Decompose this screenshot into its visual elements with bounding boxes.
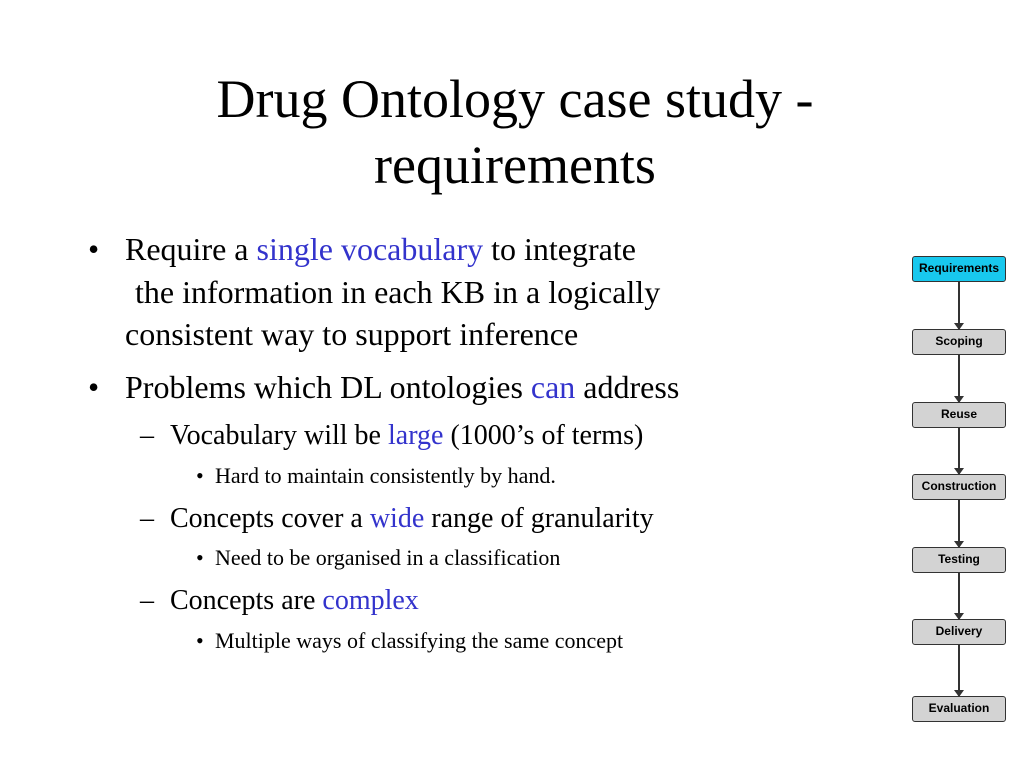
detail-bullet-marker: • — [196, 628, 204, 653]
detail-1: Hard to maintain consistently by hand. — [215, 463, 556, 488]
bullet-marker: • — [88, 369, 100, 405]
sub-2-text-post: range of granularity — [424, 503, 654, 534]
flow-step-evaluation: Evaluation — [912, 696, 1006, 722]
bullet-1-text-pre: Require a — [125, 231, 257, 267]
flow-step-construction: Construction — [912, 474, 1006, 500]
bullet-marker: • — [88, 231, 100, 267]
flow-arrow-icon — [958, 645, 960, 696]
sub-1-highlight: large — [387, 420, 444, 451]
flow-step-delivery: Delivery — [912, 619, 1006, 645]
detail-3: Multiple ways of classifying the same concept — [215, 628, 624, 653]
detail-bullet-marker: • — [196, 545, 204, 570]
flow-step-requirements: Requirements — [912, 256, 1006, 282]
sub-bullet-dash: – — [140, 503, 154, 534]
bullet-2-highlight: can — [530, 369, 576, 405]
bullet-2-text-post: address — [575, 369, 680, 405]
bullet-1-line-3: consistent way to support inference — [125, 316, 579, 352]
flow-arrow-icon — [958, 573, 960, 619]
flow-step-testing: Testing — [912, 547, 1006, 573]
sub-2-text-pre: Concepts cover a — [170, 503, 370, 534]
flow-arrow-icon — [958, 428, 960, 474]
sub-1-text-post: (1000’s of terms) — [443, 420, 644, 451]
sub-2-highlight: wide — [369, 503, 425, 534]
bullet-2-text-pre: Problems which DL ontologies — [125, 369, 531, 405]
flow-arrow-icon — [958, 500, 960, 547]
bullet-1-line-2: the information in each KB in a logically — [135, 274, 661, 310]
bullet-1-highlight: single vocabulary — [256, 231, 484, 267]
flow-step-scoping: Scoping — [912, 329, 1006, 355]
sub-1-text-pre: Vocabulary will be — [170, 420, 388, 451]
detail-bullet-marker: • — [196, 463, 204, 488]
flow-arrow-icon — [958, 282, 960, 329]
sub-bullet-dash: – — [140, 420, 154, 451]
slide-title: Drug Ontology case study - requirements — [216, 69, 814, 195]
detail-2: Need to be organised in a classification — [215, 545, 561, 570]
flow-step-reuse: Reuse — [912, 402, 1006, 428]
sub-3-highlight: complex — [322, 585, 419, 616]
bullet-1-text-post: to integrate — [483, 231, 636, 267]
flow-arrow-icon — [958, 355, 960, 402]
sub-bullet-dash: – — [140, 585, 154, 616]
sub-3-text-pre: Concepts are — [170, 585, 323, 616]
